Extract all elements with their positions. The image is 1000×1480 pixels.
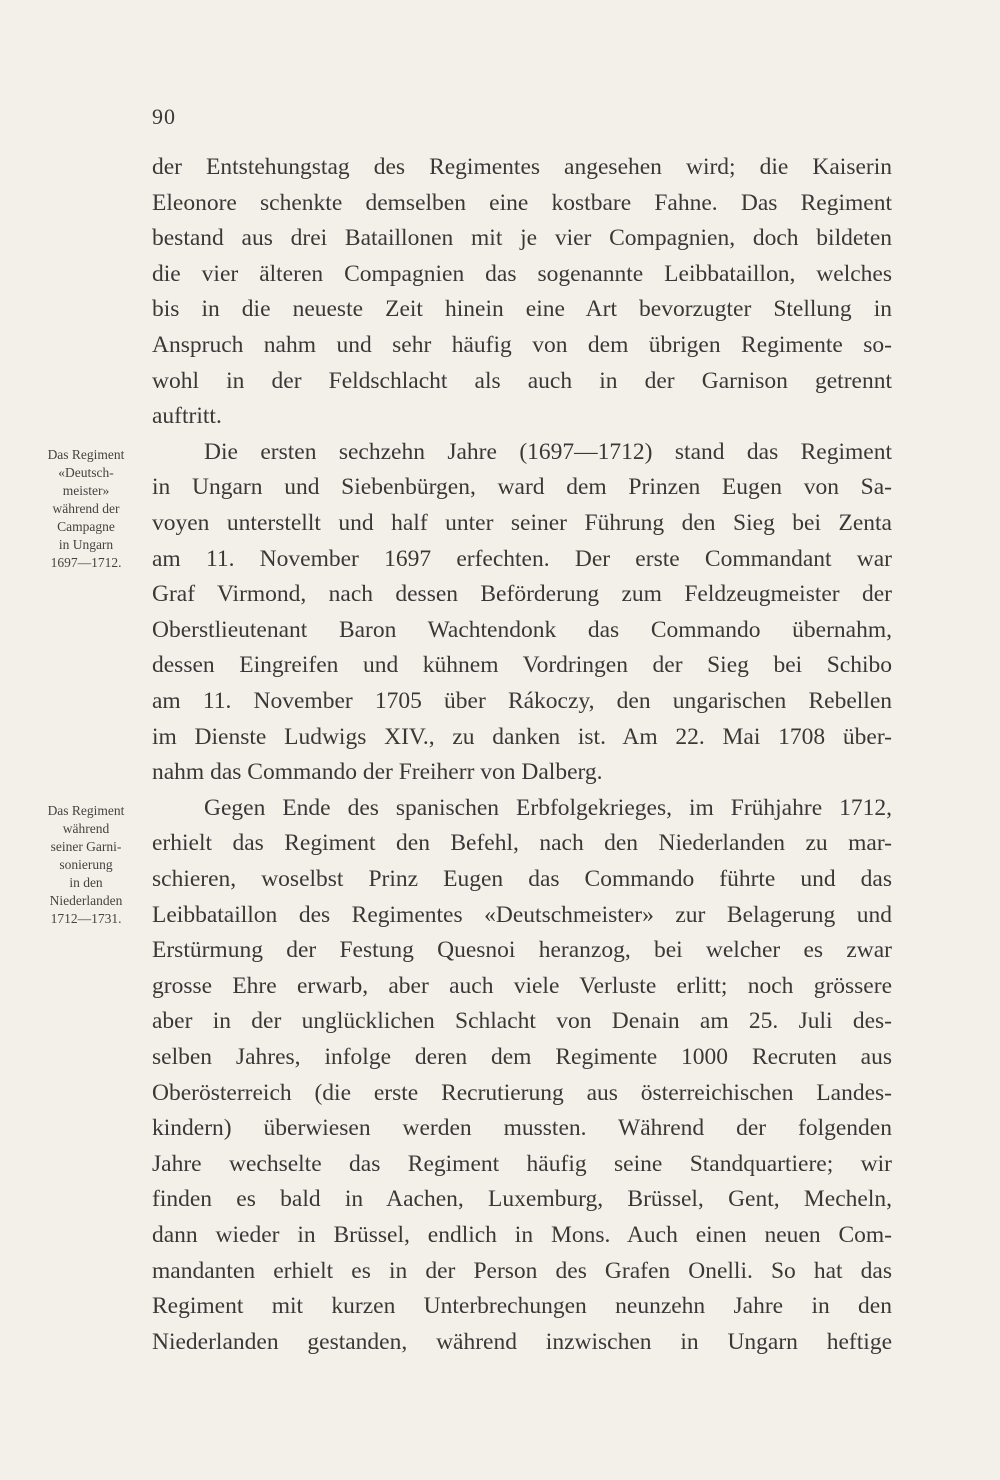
text-line: mandanten erhielt es in der Person des Grafen Onelli. So hat das [152,1257,892,1284]
text-line: Erstürmung der Festung Quesnoi heranzog, bei welcher es zwar [152,937,892,964]
text-line: kindern) überwiesen werden mussten. Während der folgenden [152,1115,892,1142]
text-line: bis in die neueste Zeit hinein eine Art bevorzugter Stellung in [152,296,892,323]
text-line: Eleonore schenkte demselben eine kostbare Fahne. Das Regiment [152,189,892,216]
margin-note-line: in Ungarn [58,537,114,552]
margin-note-line: Niederlanden [49,893,123,908]
margin-note-campaign-hungary [28,446,144,572]
text-line: erhielt das Regiment den Befehl, nach den Niederlanden zu mar- [152,830,892,857]
text-line: voyen unterstellt und half unter seiner Führung den Sieg bei Zenta [152,510,892,536]
text-line: Jahre wechselte das Regiment häufig seine Standquartiere; wir [152,1150,892,1177]
margin-note-line: meister» [62,483,110,498]
text-line: Niederlanden gestanden, während inzwischen in Ungarn heftige [152,1328,892,1355]
margin-note-line: seiner Garni- [50,839,122,854]
text-line: am 11. November 1697 erfechten. Der erste Commandant war [152,545,892,572]
margin-note-line: Campagne [57,519,115,534]
margin-note-garrison-netherlands [28,802,144,928]
text-line: am 11. November 1705 über Rákoczy, den ungarischen Rebellen [152,688,892,714]
text-line: in Ungarn und Siebenbürgen, ward dem Prinzen Eugen von Sa- [152,474,892,501]
text-line: im Dienste Ludwigs XIV., zu danken ist. Am 22. Mai 1708 über- [152,723,892,750]
text-line: dann wieder in Brüssel, endlich in Mons. Auch einen neuen Com- [152,1222,892,1248]
margin-note-line: 1712—1731. [50,911,122,926]
text-line: Graf Virmond, nach dessen Beförderung zum Feldzeugmeister der [152,581,892,608]
text-line: Oberstlieutenant Baron Wachtendonk das Commando übernahm, [152,616,892,643]
margin-note-line: 1697—1712. [50,555,122,570]
page-number: 90 [152,104,176,129]
text-line: dessen Eingreifen und kühnem Vordringen der Sieg bei Schibo [152,652,892,679]
margin-note-line: Das Regiment [47,447,125,462]
margin-note-line: «Deutsch- [58,465,114,480]
text-line: Die ersten sechzehn Jahre (1697—1712) stand das Regiment [204,438,892,465]
text-line: bestand aus drei Bataillonen mit je vier Compagnien, doch bildeten [152,225,892,252]
text-line: Regiment mit kurzen Unterbrechungen neunzehn Jahre in den [152,1293,892,1320]
text-line: Oberösterreich (die erste Recrutierung aus österreichischen Landes- [152,1079,892,1106]
margin-note-line: während [62,821,110,836]
margin-note-line: während der [52,501,120,516]
text-line: schieren, woselbst Prinz Eugen das Commando führte und das [152,866,892,892]
margin-note-line: sonierung [59,857,113,872]
text-line: Leibbataillon des Regimentes «Deutschmeister» zur Belagerung und [152,901,892,928]
text-line: der Entstehungstag des Regimentes angesehen wird; die Kaiserin [152,154,892,180]
text-line: finden es bald in Aachen, Luxemburg, Brüssel, Gent, Mecheln, [152,1186,892,1213]
margin-note-line: in den [69,875,103,890]
margin-note-line: Das Regiment [47,803,125,818]
text-line: wohl in der Feldschlacht als auch in der Garnison getrennt [152,367,892,394]
text-line: grosse Ehre erwarb, aber auch viele Verluste erlitt; noch grössere [152,972,892,999]
text-line: die vier älteren Compagnien das sogenannte Leibbataillon, welches [152,260,892,287]
text-line: selben Jahres, infolge deren dem Regimente 1000 Recruten aus [152,1044,892,1070]
text-line: Anspruch nahm und sehr häufig von dem übrigen Regimente so- [152,332,892,358]
text-line: nahm das Commando der Freiherr von Dalberg. [152,759,603,786]
text-line: aber in der unglücklichen Schlacht von Denain am 25. Juli des- [152,1008,892,1035]
text-line: auftritt. [152,403,222,430]
text-line: Gegen Ende des spanischen Erbfolgekrieges, im Frühjahre 1712, [204,794,892,821]
